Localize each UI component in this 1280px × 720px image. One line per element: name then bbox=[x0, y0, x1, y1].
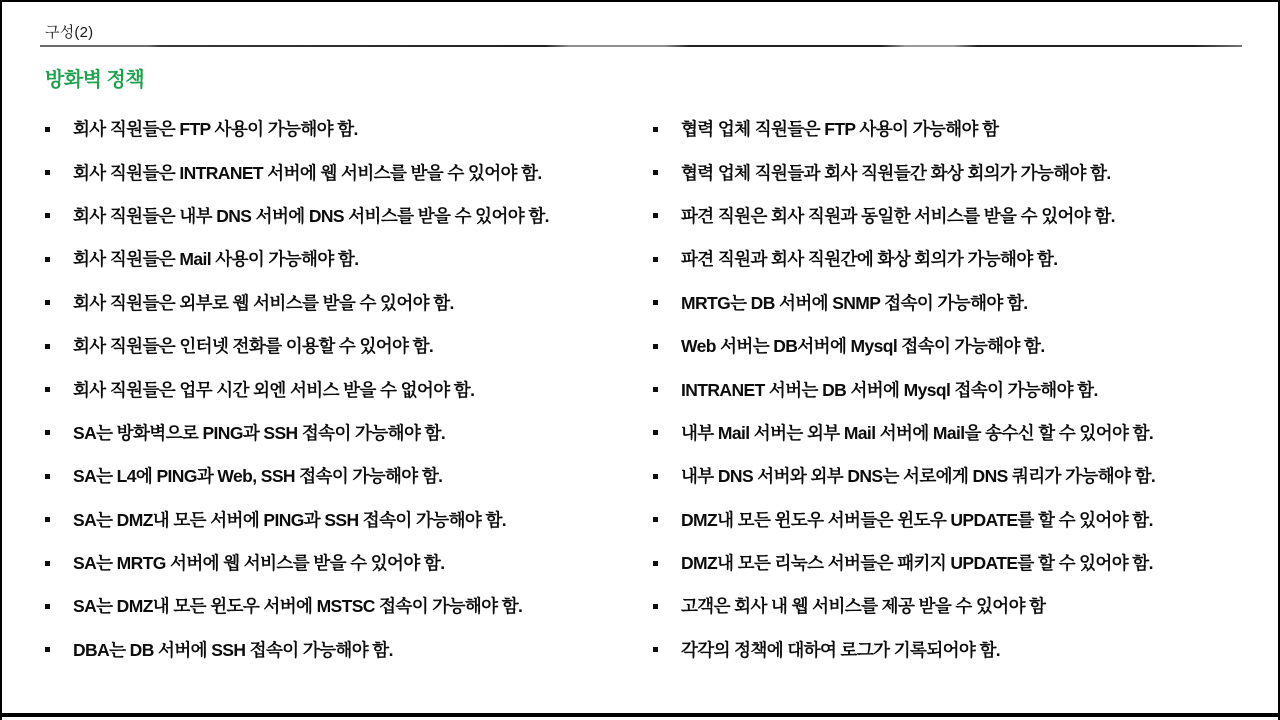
bullet-square-icon bbox=[45, 430, 50, 435]
policy-item bbox=[45, 324, 647, 367]
policy-item-text: SA는 DMZ내 모든 서버에 PING과 SSH 접속이 가능해야 함. bbox=[73, 509, 507, 530]
policy-item-text: DBA는 DB 서버에 SSH 접속이 가능해야 함. bbox=[73, 639, 393, 660]
policy-item bbox=[45, 584, 647, 627]
bullet-square-icon bbox=[653, 647, 658, 652]
bullet-square-icon bbox=[45, 300, 50, 305]
bullet-square-icon bbox=[45, 213, 50, 218]
policy-item-text: 파견 직원과 회사 직원간에 화상 회의가 가능해야 함. bbox=[681, 249, 1058, 270]
policy-item-text: MRTG는 DB 서버에 SNMP 접속이 가능해야 함. bbox=[681, 292, 1028, 313]
policy-item bbox=[45, 454, 647, 497]
bullet-square-icon bbox=[653, 474, 658, 479]
policy-item bbox=[45, 281, 647, 324]
bullet-square-icon bbox=[45, 344, 50, 349]
bullet-square-icon bbox=[653, 604, 658, 609]
policy-item-text: 협력 업체 직원들과 회사 직원들간 화상 회의가 가능해야 함. bbox=[681, 162, 1111, 183]
policy-item bbox=[653, 411, 1252, 454]
bullet-square-icon bbox=[653, 517, 658, 522]
policy-item-text: 회사 직원들은 외부로 웹 서비스를 받을 수 있어야 함. bbox=[73, 292, 454, 313]
policy-item bbox=[653, 324, 1252, 367]
policy-item bbox=[45, 367, 647, 410]
policy-item bbox=[45, 194, 647, 237]
policy-item-text: SA는 방화벽으로 PING과 SSH 접속이 가능해야 함. bbox=[73, 422, 446, 443]
bullet-square-icon bbox=[653, 300, 658, 305]
policy-item-text: SA는 L4에 PING과 Web, SSH 접속이 가능해야 함. bbox=[73, 466, 443, 487]
policy-item bbox=[653, 628, 1252, 671]
policy-item-text: Web 서버는 DB서버에 Mysql 접속이 가능해야 함. bbox=[681, 336, 1045, 357]
policy-item-text: 내부 Mail 서버는 외부 Mail 서버에 Mail을 송수신 할 수 있어야 함. bbox=[681, 422, 1154, 443]
policy-item-text: 협력 업체 직원들은 FTP 사용이 가능해야 함 bbox=[681, 119, 999, 140]
bullet-square-icon bbox=[653, 387, 658, 392]
policy-item bbox=[653, 237, 1252, 280]
policy-item bbox=[653, 281, 1252, 324]
bullet-square-icon bbox=[653, 561, 658, 566]
policy-item bbox=[653, 150, 1252, 193]
policy-item bbox=[45, 411, 647, 454]
bullet-square-icon bbox=[45, 647, 50, 652]
policy-item bbox=[653, 454, 1252, 497]
bullet-square-icon bbox=[45, 474, 50, 479]
bullet-square-icon bbox=[45, 127, 50, 132]
policy-item-text: 회사 직원들은 내부 DNS 서버에 DNS 서비스를 받을 수 있어야 함. bbox=[73, 205, 549, 226]
policy-item bbox=[45, 498, 647, 541]
policy-item bbox=[45, 237, 647, 280]
bullet-square-icon bbox=[653, 213, 658, 218]
policy-item-text: DMZ내 모든 리눅스 서버들은 패키지 UPDATE를 할 수 있어야 함. bbox=[681, 553, 1153, 574]
policy-item bbox=[45, 107, 647, 150]
bullet-square-icon bbox=[45, 517, 50, 522]
title-underline bbox=[40, 45, 1242, 47]
policy-item bbox=[653, 367, 1252, 410]
policy-item bbox=[45, 150, 647, 193]
policy-item bbox=[45, 541, 647, 584]
policy-item-text: SA는 MRTG 서버에 웹 서비스를 받을 수 있어야 함. bbox=[73, 553, 445, 574]
bullet-square-icon bbox=[45, 257, 50, 262]
bullet-square-icon bbox=[45, 604, 50, 609]
policy-item-text: DMZ내 모든 윈도우 서버들은 윈도우 UPDATE를 할 수 있어야 함. bbox=[681, 509, 1153, 530]
bullet-square-icon bbox=[653, 257, 658, 262]
policy-item-text: 회사 직원들은 INTRANET 서버에 웹 서비스를 받을 수 있어야 함. bbox=[73, 162, 542, 183]
slide-title: 구성(2) bbox=[45, 24, 94, 41]
bullet-square-icon bbox=[45, 170, 50, 175]
policy-item-text: 회사 직원들은 업무 시간 외엔 서비스 받을 수 없어야 함. bbox=[73, 379, 475, 400]
policy-item bbox=[653, 194, 1252, 237]
section-heading: 방화벽 정책 bbox=[45, 69, 145, 91]
policy-list-right bbox=[653, 107, 1252, 671]
policy-columns bbox=[45, 107, 1252, 671]
policy-item-text: 각각의 정책에 대하여 로그가 기록되어야 함. bbox=[681, 639, 1001, 660]
policy-item bbox=[45, 628, 647, 671]
policy-item-text: SA는 DMZ내 모든 윈도우 서버에 MSTSC 접속이 가능해야 함. bbox=[73, 596, 523, 617]
bullet-square-icon bbox=[653, 170, 658, 175]
policy-item-text: 파견 직원은 회사 직원과 동일한 서비스를 받을 수 있어야 함. bbox=[681, 205, 1115, 226]
policy-item-text: INTRANET 서버는 DB 서버에 Mysql 접속이 가능해야 함. bbox=[681, 379, 1098, 400]
policy-item bbox=[653, 541, 1252, 584]
bullet-square-icon bbox=[45, 387, 50, 392]
policy-item-text: 회사 직원들은 인터넷 전화를 이용할 수 있어야 함. bbox=[73, 336, 434, 357]
policy-list-left bbox=[45, 107, 647, 671]
policy-item bbox=[653, 498, 1252, 541]
bullet-square-icon bbox=[653, 127, 658, 132]
policy-item bbox=[653, 107, 1252, 150]
bullet-square-icon bbox=[653, 430, 658, 435]
policy-item bbox=[653, 584, 1252, 627]
bullet-square-icon bbox=[653, 344, 658, 349]
policy-item-text: 회사 직원들은 Mail 사용이 가능해야 함. bbox=[73, 249, 359, 270]
policy-item-text: 내부 DNS 서버와 외부 DNS는 서로에게 DNS 쿼리가 가능해야 함. bbox=[681, 466, 1156, 487]
policy-item-text: 고객은 회사 내 웹 서비스를 제공 받을 수 있어야 함 bbox=[681, 596, 1046, 617]
bullet-square-icon bbox=[45, 561, 50, 566]
bottom-rule bbox=[0, 713, 1280, 717]
policy-item-text: 회사 직원들은 FTP 사용이 가능해야 함. bbox=[73, 119, 358, 140]
